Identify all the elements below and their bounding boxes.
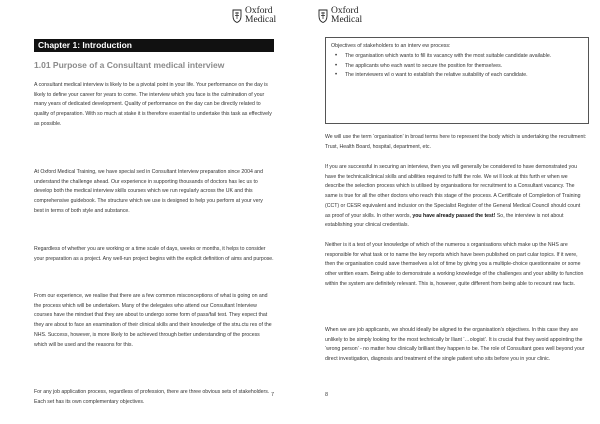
right-page	[300, 0, 600, 424]
crest-icon	[318, 9, 328, 23]
list-item	[331, 52, 583, 62]
crest-icon	[232, 9, 242, 23]
objective-text: The organisation which wants to fill its vacancy with the most suitable candidate available.	[345, 53, 552, 59]
objectives-list	[331, 52, 583, 81]
logo-line-1: Oxford	[245, 6, 273, 16]
paragraph-1: A consultant medical interview is likely to be a pivotal point in your life. Your performance on the day is likely to define your career for years to come. The interview which you face is the culmination of your many years of dedicated development. Quality of performance on the day can be directly related to quality of preparation. With so much at stake it is therefore essential to undertake this task as effectively as possible.	[34, 82, 272, 127]
list-item	[331, 62, 583, 72]
logo-line-1: Oxford	[331, 6, 359, 16]
paragraph-5: For any job application process, regardless of profession, there are three obvious sets of stakeholders. Each set has its own complementary objectives.	[34, 389, 270, 405]
paragraph-1: We will use the term ‘organisation’ in broad terms here to represent the body which is undertaking the recruitment: Trust, Health Board, hospital, department, etc.	[325, 134, 587, 150]
objectives-box	[325, 37, 589, 124]
bullet-icon: •	[335, 53, 338, 59]
oxford-medical-logo	[232, 7, 276, 25]
paragraph-3: Neither is it a test of your knowledge of which of the numerou s organisations which make up the NHS are responsible for what task or to name the key reports which have been published on part cular topics. If it were, then the organisation could save themselves a lot of time by giving you a multiple-choice questionnaire or some other written exam. Being able to demonstrate a working knowledge of the challenges and your ability to function within the system are definitely relevant. This is, however, quite different from being able to recount raw facts.	[325, 242, 584, 287]
logo-line-2: Medical	[331, 15, 363, 25]
bullet-icon: •	[335, 72, 338, 79]
paragraph-3: Regardless of whether you are working or a time scale of days, weeks or months, it helps to consider your preparation as a project. Any well-run project begins with the explicit definition of aims and purpose.	[34, 246, 274, 262]
paragraph-2: At Oxford Medical Training, we have special sed in Consultant Interview preparation since 2004 and understand the challenge ahead. Our experience in supporting thousands of doctors has lec us to develop both the medical interview skills courses which we run regularly across the UK and this comprehensive guidebook. The structure which we use is designed to help you perform at your very best in terms of both style and substance.	[34, 169, 263, 214]
chapter-title: Chapter 1: Introduction	[34, 39, 274, 52]
paragraph-2	[325, 163, 587, 231]
paragraph-2-text: If you are successful in securing an interview, then you will generally be considered to have demonstrated you have the technical/clinical skills and abilities required to fulfil the role. We wi ll look at this furth er when we describe the selection process which is utilised by organisations for recruitment to a Consultant vacancy. The same is true for all the other doctors who reach this stage of the process. A Certificate of Completion of Training (CCT) or CESR equivalent and inclusior on the Specialist Register of the General Medical Council should count as proof of your skills. In other words,	[325, 164, 581, 219]
objective-text: The interviewers wI o want to establish the relative suitability of each candidate.	[345, 72, 528, 79]
logo-line-2: Medical	[245, 15, 277, 25]
page-number: 7	[271, 392, 275, 398]
paragraph-4: From our experience, we realise that there are a few common misconceptions of what is going on and the process which will be undertaken. Many of the delegates who attend our Consultant Interview courses have the mindset that they are about to undergo some form of pass/fail test. They expect that they are about to face an examination of their clinical skills and their knowledge of the stru.ctu res of the NHS. Success, however, is more likely to be achieved through better understanding of the process which will be used and the reasons for this.	[34, 293, 272, 348]
objective-text: The applicants who each want to secure the position for themselves.	[345, 62, 503, 69]
oxford-medical-logo	[318, 7, 362, 25]
paragraph-2-text-end: So, the interview is not about establishing your clinical credentials.	[325, 212, 564, 229]
paragraph-4: When we are job applicants, we should ideally be aligned to the organisation’s objectives. In this case they are unlikely to be simply looking for the most technically br lliant ‘…ologist’. It is crucial that they avoid appointing the ‘wrong person’ - no matter how clinically brilliant they happen to be. The role of Consultant goes well beyond your direct investigation, diagnosis and treatment of the single patient who sits before you in your clinic.	[325, 327, 585, 363]
bullet-icon: •	[335, 62, 338, 69]
page-number: 8	[325, 392, 329, 398]
paragraph-2-emphasis: you have already passed the test!	[412, 212, 496, 219]
objectives-intro: Objectives of stakeholders to an interv ew process:	[331, 43, 451, 49]
section-heading: 1.01 Purpose of a Consultant medical interview	[34, 60, 225, 70]
list-item	[331, 71, 583, 81]
